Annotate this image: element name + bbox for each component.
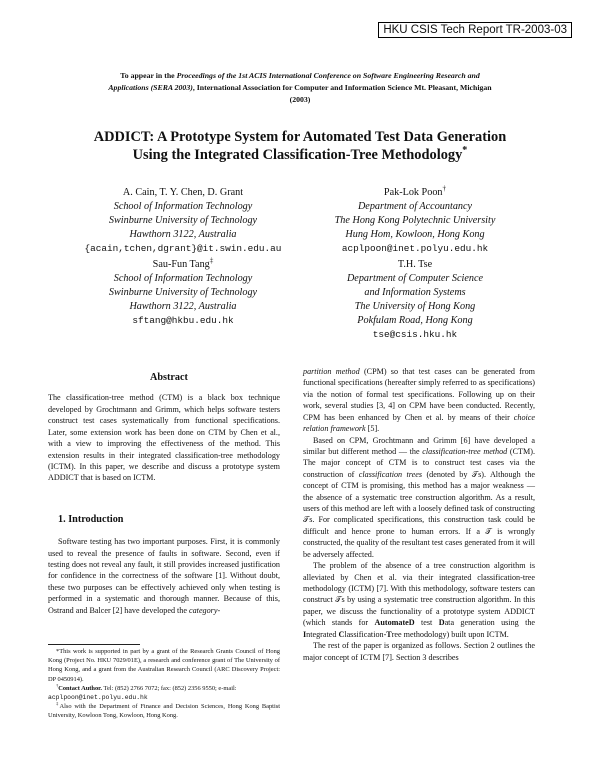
author-footnote-mark: † (442, 184, 447, 193)
author-names: Pak-Lok Poon† (383, 184, 447, 198)
body-paragraph: partition method (CPM) so that test cases can be generated from functional specifications (hereafter simply referred to as specifications) via the notion of formal test specifications. Following up on their work, several studies [3, 4] on CPM have been conducted. Recently, CPM has been enhanced by Chen et al. by means of their choice relation framework [5]. (303, 367, 535, 434)
author-email: {acain,tchen,dgrant}@it.swin.edu.au (84, 243, 282, 255)
system-name: ADDICT (48, 473, 79, 483)
author-affiliation: The Hong Kong Polytechnic University (334, 215, 496, 227)
title-footnote-mark: * (462, 145, 468, 157)
author-affiliation: Hung Hom, Kowloon, Hong Kong (345, 229, 485, 241)
author-block-swinburne (78, 186, 288, 256)
venue-note-post: , International Association for Computer and Information Science Mt. Pleasant, Michigan (2003) (192, 83, 492, 104)
author-names: Sau-Fun Tang‡ (152, 256, 214, 270)
author-affiliation: Swinburne University of Technology (108, 287, 258, 299)
section-heading-introduction: 1. Introduction (58, 513, 124, 525)
author-email: acplpoon@inet.polyu.edu.hk (341, 243, 489, 255)
report-number-tag: HKU CSIS Tech Report TR-2003-03 (378, 22, 572, 38)
author-affiliation: Hawthorn 3122, Australia (129, 229, 237, 241)
author-email: tse@csis.hku.hk (372, 329, 458, 341)
author-affiliation: Swinburne University of Technology (108, 215, 258, 227)
author-affiliation: School of Information Technology (113, 201, 253, 213)
footnote-affiliation: ‡Also with the Department of Finance and Decision Sciences, Hong Kong Baptist University, Kowloon Tong, Kowloon, Hong Kong. (48, 701, 280, 720)
footnote-contact-email: acplpoon@inet.polyu.edu.hk (48, 694, 148, 702)
abstract-heading: Abstract (150, 372, 188, 383)
venue-note-pre: To appear in the (120, 71, 177, 80)
author-block-polyu (305, 186, 525, 256)
author-block-tang (98, 258, 268, 328)
author-email: sftang@hkbu.edu.hk (132, 315, 234, 327)
author-names: T.H. Tse (397, 259, 433, 270)
venue-note-proceedings: Proceedings of the 1st ACIS International Conference on Software Engineering Research and Applications (SERA 2003) (108, 71, 480, 92)
author-block-hku (315, 258, 515, 343)
intro-paragraph: Software testing has two important purposes. First, it is commonly used to reveal the presence of faults in software. Second, even if testing does not reveal any fault, it still provides increased justification for confidence in the correctness of the software [1]. Without doubt, these two purposes can be effectively achieved only when testing is performed in a systematic and thorough manner. Because of this, Ostrand and Balcer [2] have developed the category- (48, 537, 280, 615)
footnote-rule (48, 644, 140, 645)
left-column (48, 372, 280, 616)
body-paragraph: The problem of the absence of a tree construction algorithm is alleviated by Chen et al. via their integrated classification-tree methodology (ICTM) [7]. With this methodology, software testers can construct 𝒯s by using a systematic tree construction algorithm. In this paper, we discuss the functionality of a prototype system ADDICT (which stands for AutomateD test Data generation using the Integrated Classification-Tree methodology) built upon ICTM. (303, 561, 535, 639)
body-paragraph: The rest of the paper is organized as follows. Section 2 outlines the major concept of ICTM [7]. Section 3 describes (303, 641, 535, 662)
author-affiliation: Department of Computer Science (346, 273, 484, 285)
title-line-2: Using the Integrated Classification-Tree Methodology* (132, 145, 468, 163)
footnotes (48, 647, 280, 721)
author-affiliation: Hawthorn 3122, Australia (129, 301, 237, 313)
title-line-1: ADDICT: A Prototype System for Automated Test Data Generation (93, 129, 507, 145)
author-affiliation: School of Information Technology (113, 273, 253, 285)
author-affiliation: and Information Systems (364, 287, 466, 299)
body-paragraph: Based on CPM, Grochtmann and Grimm [6] have developed a similar but different method — the classification-tree method (CTM). The major concept of CTM is to construct test cases via the construction of classification trees (denoted by 𝒯s). Although the concept of CTM is promising, this method has a major weakness — the absence of a systematic tree construction algorithm. As a result, users of this method are left with a loosely defined task of constructing 𝒯s. For complicated specifications, this construction task could be difficult and hence prone to human errors. If a 𝒯 is wrongly constructed, the quality of the resultant test cases generated from it will be adversely affected. (303, 435, 535, 559)
system-name: ADDICT (504, 606, 535, 616)
abstract-text: The classification-tree method (CTM) is a black box technique developed by Grochtmann and Grimm, which helps software testers construct test cases systematically from functional specifications. Later, some extension work has been done on CTM by Chen et al., with a view to improving the effectiveness of the method. This extension results in their integrated classification-tree methodology (ICTM). In this paper, we describe and discuss a prototype system ADDICT that is based on ICTM. (48, 393, 280, 483)
author-affiliation: Department of Accountancy (357, 201, 473, 213)
author-affiliation: Pokfulam Road, Hong Kong (357, 315, 473, 327)
author-footnote-mark: ‡ (209, 256, 214, 265)
footnote-funding: *This work is supported in part by a grant of the Research Grants Council of Hong Kong (Project No. HKU 7029/01E), a research and conference grant of The University of Hong Kong, and a grant from the Australian Research Council (ARC Discovery Project: DP 0450914). (48, 648, 280, 683)
right-column (303, 366, 535, 663)
footnote-contact: †Contact Author. Tel: (852) 2766 7072; fax: (852) 2356 9550; e-mail: (56, 682, 237, 692)
paper-title (60, 128, 540, 164)
author-affiliation: The University of Hong Kong (354, 301, 476, 313)
venue-note (100, 70, 500, 106)
author-names: A. Cain, T. Y. Chen, D. Grant (122, 187, 244, 198)
